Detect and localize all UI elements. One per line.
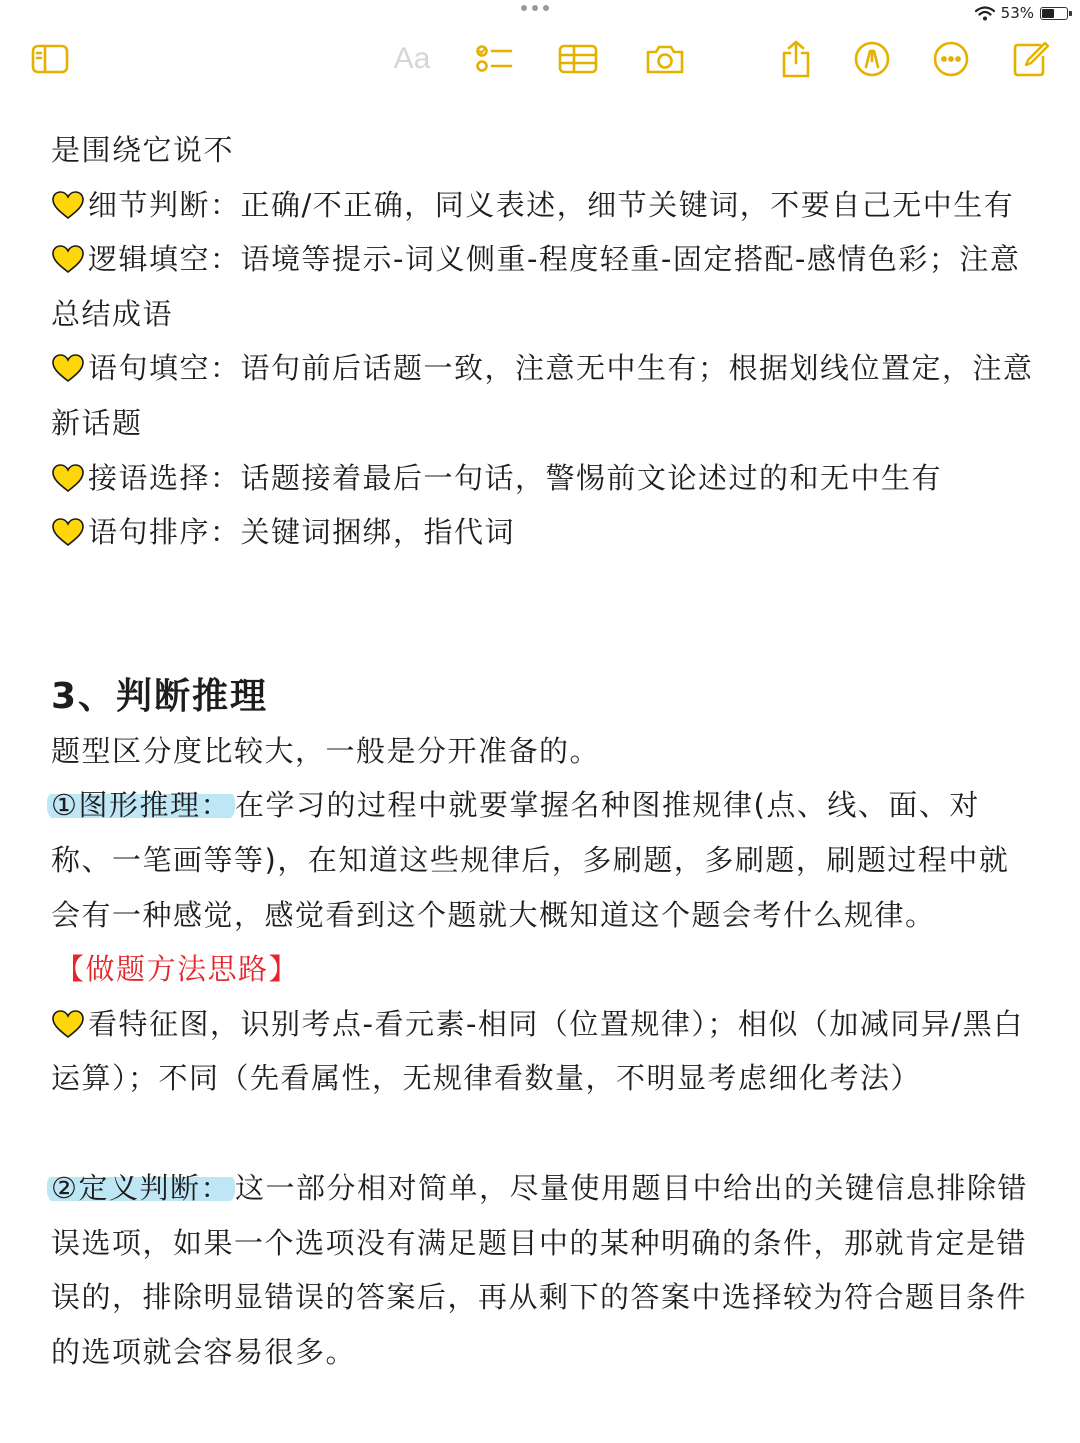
list-item-text: 语句填空：语句前后话题一致，注意无中生有；根据划线位置定，注意新话题	[51, 351, 1034, 440]
compose-icon	[1010, 39, 1050, 79]
battery-percent: 53%	[1000, 4, 1034, 22]
markup-icon	[852, 39, 892, 79]
yellow-heart-icon	[51, 244, 85, 274]
table-icon	[557, 42, 599, 76]
section-heading: 3、判断推理	[51, 675, 269, 717]
multitasking-dots-icon[interactable]	[521, 5, 549, 11]
list-item	[51, 505, 1036, 560]
spacer	[51, 1106, 1036, 1161]
highlighted-label: ①图形推理：	[47, 788, 235, 822]
list-item	[51, 178, 1036, 233]
list-item	[51, 341, 1036, 450]
markup-button[interactable]	[850, 36, 894, 82]
table-button[interactable]	[556, 36, 600, 82]
format-button[interactable]	[388, 36, 436, 82]
more-button[interactable]	[929, 36, 973, 82]
status-bar	[0, 0, 1080, 28]
notes-toolbar	[0, 36, 1080, 84]
checklist-button[interactable]	[472, 36, 516, 82]
battery-icon	[1040, 7, 1068, 20]
method-heading: 【做题方法思路】	[55, 952, 300, 987]
yellow-heart-icon	[51, 1009, 85, 1039]
list-item-text: 看特征图，识别考点-看元素-相同（位置规律）；相似（加减同异/黑白运算）；不同（先看属性，无规律看数量，不明显考虑细化考法）	[51, 1006, 1024, 1096]
status-indicators	[975, 4, 1068, 22]
list-item-text: 逻辑填空：语境等提示-词义侧重-程度轻重-固定搭配-感情色彩；注意总结成语	[51, 242, 1021, 331]
camera-button[interactable]	[643, 36, 687, 82]
list-item-text: 细节判断：正确/不正确，同义表述，细节关键词，不要自己无中生有	[88, 187, 1015, 222]
list-item-text: 接语选择：话题接着最后一句话，警惕前文论述过的和无中生有	[88, 460, 943, 495]
paragraph-text: 在学习的过程中就要掌握名种图推规律(点、线、面、对称、一笔画等等)，在知道这些规律后，多刷题，多刷题，刷题过程中就会有一种感觉，感觉看到这个题就大概知道这个题会考什么规律。	[51, 788, 1010, 932]
checklist-icon	[474, 42, 514, 76]
text-format-label: Aa	[393, 42, 431, 75]
highlighted-label: ②定义判断：	[47, 1171, 235, 1205]
sidebar-icon	[30, 43, 70, 75]
list-item	[51, 232, 1036, 341]
note-body[interactable]	[51, 123, 1036, 1379]
yellow-heart-icon	[51, 463, 85, 493]
yellow-heart-icon	[51, 190, 85, 220]
wifi-icon	[975, 6, 995, 21]
camera-icon	[644, 42, 686, 76]
note-line: 是围绕它说不	[51, 133, 235, 167]
graphic-reasoning-paragraph	[51, 778, 1036, 942]
list-item	[51, 451, 1036, 506]
yellow-heart-icon	[51, 353, 85, 383]
paragraph-text: 这一部分相对简单，尽量使用题目中给出的关键信息排除错误选项，如果一个选项没有满足题目中的某种明确的条件，那就肯定是错误的，排除明显错误的答案后，再从剩下的答案中选择较为符合题目条件的选项就会容易很多。	[51, 1170, 1029, 1369]
compose-button[interactable]	[1008, 36, 1052, 82]
definition-paragraph	[51, 1161, 1036, 1379]
list-item	[51, 997, 1036, 1106]
spacer	[51, 560, 1036, 670]
yellow-heart-icon	[51, 517, 85, 547]
list-item-text: 语句排序：关键词捆绑，指代词	[88, 515, 516, 550]
sidebar-button[interactable]	[28, 36, 72, 82]
share-icon	[778, 39, 814, 79]
section-intro: 题型区分度比较大，一般是分开准备的。	[51, 733, 601, 768]
more-icon	[931, 39, 971, 79]
share-button[interactable]	[774, 36, 818, 82]
